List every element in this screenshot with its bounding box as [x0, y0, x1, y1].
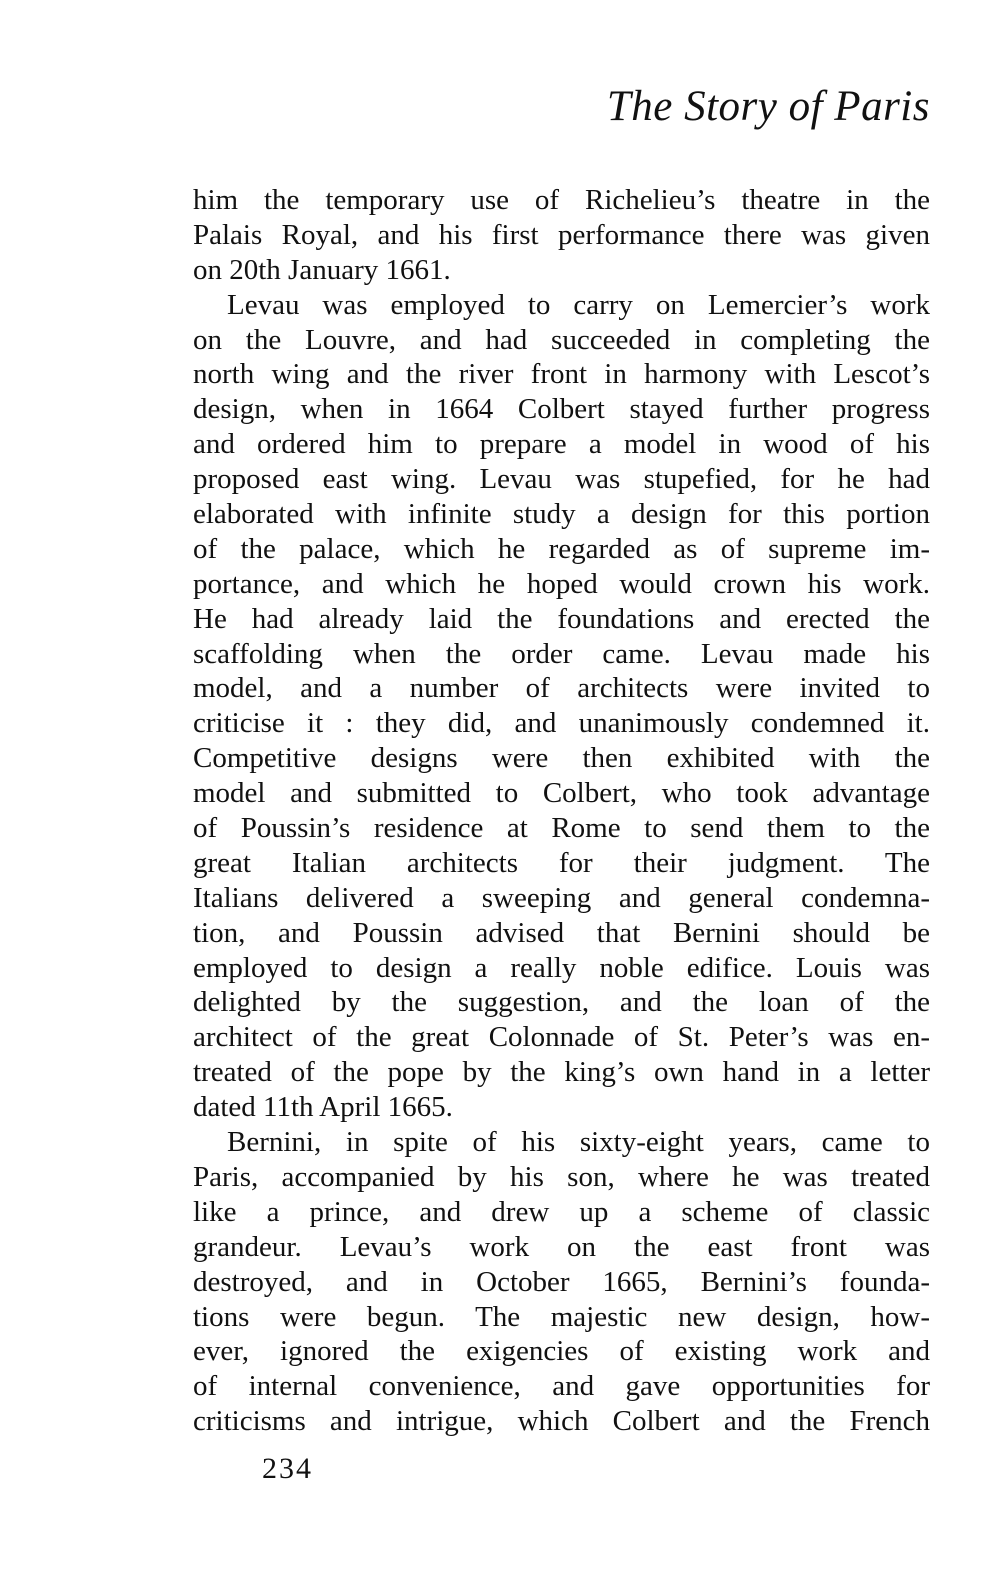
text-line: Italians delivered a sweeping and general condemna- — [193, 881, 930, 914]
text-line: model, and a number of architects were invited to — [193, 672, 930, 705]
text-line: model and submitted to Colbert, who took advantage — [193, 777, 930, 810]
text-line: ever, ignored the exigencies of existing work and — [193, 1335, 930, 1368]
text-line: employed to design a really noble edifice. Louis was — [193, 951, 930, 984]
text-line: of internal convenience, and gave opportunities for — [193, 1370, 930, 1403]
text-line: and ordered him to prepare a model in wood of his — [193, 428, 930, 461]
text-line: He had already laid the foundations and erected the — [193, 602, 930, 635]
running-title: The Story of Paris — [606, 83, 930, 130]
text-line: Palais Royal, and his first performance there was given — [193, 218, 930, 251]
text-line: delighted by the suggestion, and the loan of the — [193, 986, 930, 1019]
body-text — [193, 183, 930, 1439]
text-line: elaborated with infinite study a design for this portion — [193, 498, 930, 531]
text-line: scaffolding when the order came. Levau made his — [193, 637, 930, 670]
text-line: tion, and Poussin advised that Bernini should be — [193, 916, 930, 949]
text-line: on 20th January 1661. — [193, 253, 451, 286]
text-line: Bernini, in spite of his sixty-eight years, came to — [227, 1126, 930, 1159]
text-line: destroyed, and in October 1665, Bernini’s founda- — [193, 1265, 930, 1298]
text-line: of the palace, which he regarded as of supreme im- — [193, 532, 930, 565]
text-line: treated of the pope by the king’s own hand in a letter — [193, 1056, 930, 1089]
text-line: dated 11th April 1665. — [193, 1091, 453, 1124]
text-line: portance, and which he hoped would crown his work. — [193, 567, 930, 600]
text-line: Paris, accompanied by his son, where he was treated — [193, 1160, 930, 1193]
text-line: criticisms and intrigue, which Colbert and the French — [193, 1405, 930, 1438]
text-line: on the Louvre, and had succeeded in completing the — [193, 323, 930, 356]
text-line: great Italian architects for their judgment. The — [193, 846, 930, 879]
text-line: like a prince, and drew up a scheme of classic — [193, 1195, 930, 1228]
page-number: 234 — [262, 1452, 313, 1485]
text-line: north wing and the river front in harmony with Lescot’s — [193, 358, 930, 391]
text-line: Competitive designs were then exhibited with the — [193, 742, 930, 775]
text-line: design, when in 1664 Colbert stayed further progress — [193, 393, 930, 426]
text-line: him the temporary use of Richelieu’s theatre in the — [193, 184, 930, 216]
text-line: of Poussin’s residence at Rome to send them to the — [193, 812, 930, 845]
text-line: grandeur. Levau’s work on the east front was — [193, 1230, 930, 1263]
text-line: architect of the great Colonnade of St. Peter’s was en- — [193, 1021, 930, 1054]
text-line: criticise it : they did, and unanimously condemned it. — [193, 707, 930, 740]
text-line: tions were begun. The majestic new design, how- — [193, 1300, 930, 1333]
text-line: proposed east wing. Levau was stupefied, for he had — [193, 463, 930, 496]
text-line: Levau was employed to carry on Lemercier’s work — [227, 288, 930, 321]
